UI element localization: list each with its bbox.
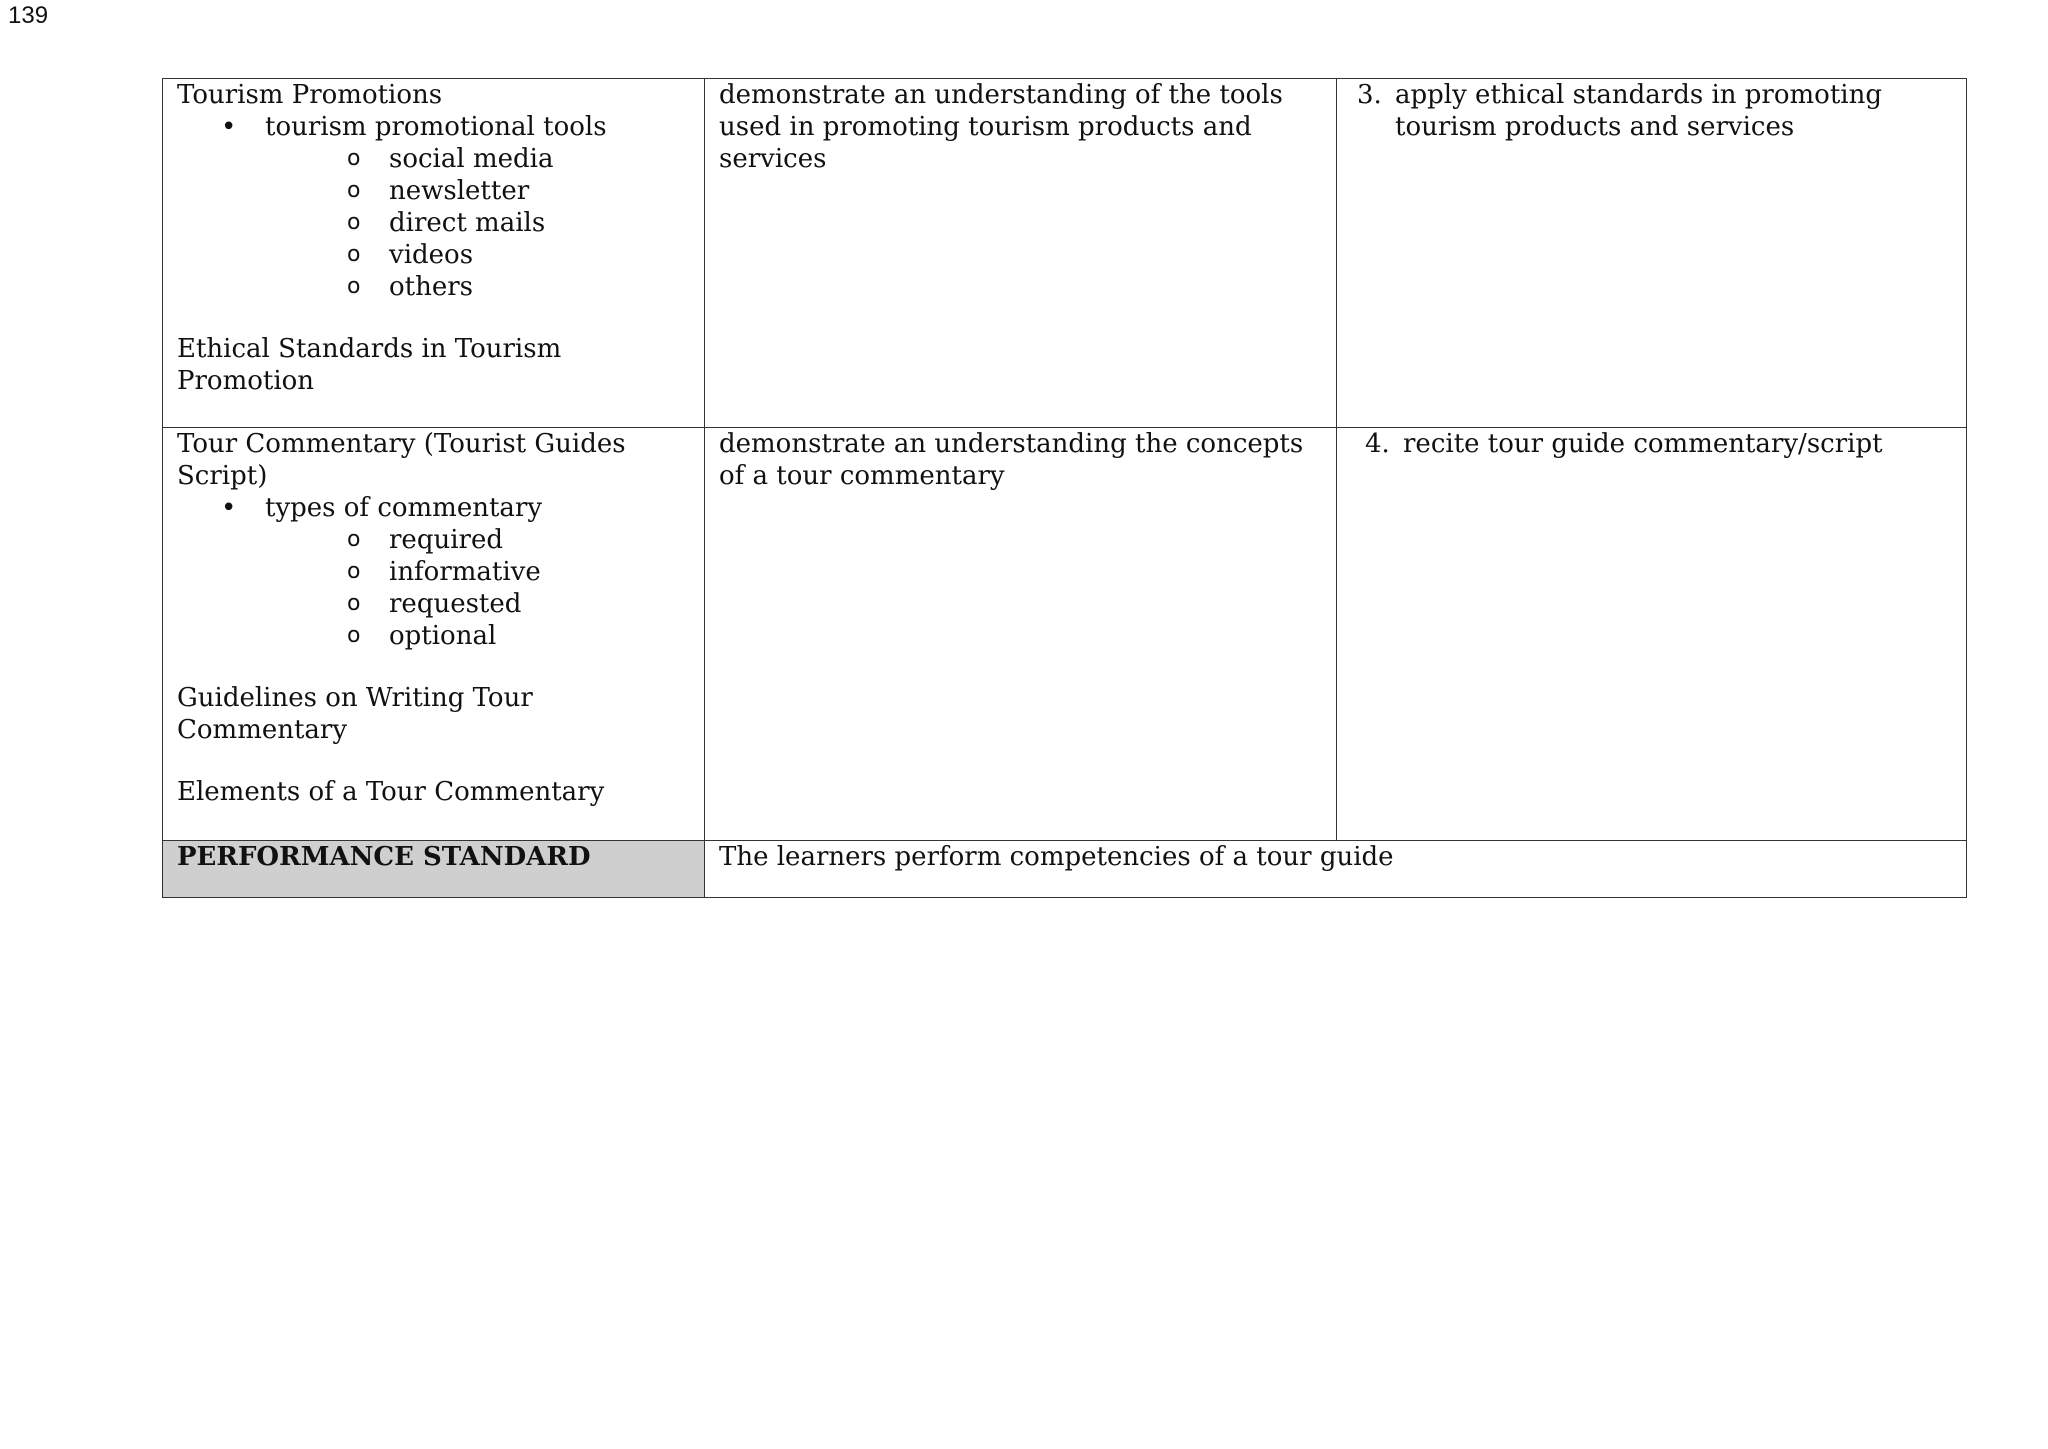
content-title: Tourism Promotions — [177, 80, 443, 110]
competency-text: apply ethical standards in promoting tourism products and services — [1395, 80, 1882, 142]
sub-item: o others — [265, 271, 692, 303]
table-row — [163, 428, 1967, 841]
sub-item: o videos — [265, 239, 692, 271]
competency-item — [1351, 79, 1954, 143]
competency-number: 3. — [1357, 80, 1382, 110]
content-cell — [163, 79, 705, 428]
content-standard-text: demonstrate an understanding the concepts of a tour commentary — [719, 429, 1304, 491]
sub-item: o newsletter — [265, 175, 692, 207]
bullet-text: types of commentary — [265, 493, 543, 523]
bullet-item — [177, 492, 692, 652]
content-standard-cell — [705, 428, 1337, 841]
sub-list — [265, 143, 692, 303]
curriculum-table — [162, 78, 1967, 898]
sub-list — [265, 524, 692, 652]
content-standard-text: demonstrate an understanding of the tools used in promoting tourism products and services — [719, 80, 1283, 174]
bullet-item — [177, 111, 692, 303]
content-topic: Guidelines on Writing Tour Commentary — [177, 683, 533, 745]
content-cell — [163, 428, 705, 841]
competency-number: 4. — [1365, 429, 1390, 459]
content-standard-cell — [705, 79, 1337, 428]
bullet-text: tourism promotional tools — [265, 112, 607, 142]
competency-cell — [1337, 79, 1967, 428]
table-row — [163, 79, 1967, 428]
content-topic: Ethical Standards in Tourism Promotion — [177, 334, 562, 396]
bullet-list — [177, 492, 692, 652]
sub-item: o requested — [265, 588, 692, 620]
content-topic: Elements of a Tour Commentary — [177, 777, 605, 807]
content-title: Tour Commentary (Tourist Guides Script) — [177, 429, 626, 491]
sub-item: o informative — [265, 556, 692, 588]
page-number: 139 — [8, 2, 49, 29]
sub-item: o direct mails — [265, 207, 692, 239]
performance-standard-label: PERFORMANCE STANDARD — [163, 841, 705, 898]
competency-text: recite tour guide commentary/script — [1403, 429, 1883, 459]
table-row — [163, 841, 1967, 898]
sub-item: o required — [265, 524, 692, 556]
performance-standard-text: The learners perform competencies of a tour guide — [705, 841, 1967, 898]
sub-item: o social media — [265, 143, 692, 175]
bullet-list — [177, 111, 692, 303]
sub-item: o optional — [265, 620, 692, 652]
competency-item — [1351, 428, 1954, 460]
competency-cell — [1337, 428, 1967, 841]
